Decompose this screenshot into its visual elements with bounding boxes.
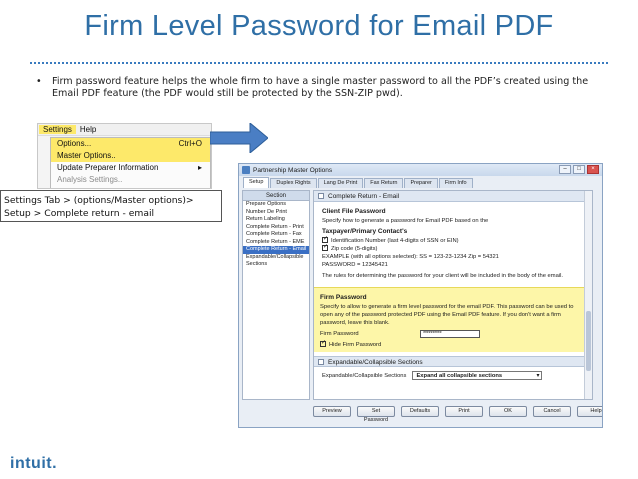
defaults-button[interactable]: Defaults: [401, 406, 439, 417]
rules-text: The rules for determining the password for your client will be included in the body of the email.: [322, 273, 564, 279]
expandable-section-header[interactable]: [314, 356, 592, 367]
menu-item-options[interactable]: [51, 138, 210, 150]
section-item[interactable]: Complete Return - Fax: [246, 231, 302, 237]
menu-item-update-preparer[interactable]: [51, 162, 210, 174]
menu-help[interactable]: Help: [79, 125, 97, 134]
menu-item-master-options[interactable]: [51, 150, 210, 162]
options-detail-pane: [313, 190, 593, 400]
dialog-buttons: [313, 406, 603, 423]
section-title: Complete Return - Email: [328, 193, 400, 200]
checkbox-checked-icon[interactable]: [322, 245, 328, 251]
menu-bar: [38, 124, 211, 136]
minimize-icon[interactable]: –: [559, 165, 571, 174]
section-list-header: Section: [243, 191, 309, 201]
section-item[interactable]: Complete Return - Print: [246, 223, 304, 230]
section-item[interactable]: Complete Return - EME: [246, 238, 305, 245]
expandable-label: Expandable/Collapsible Sections: [322, 372, 407, 379]
callout-line-2: Setup > Complete return - email: [4, 208, 155, 219]
firm-password-heading: Firm Password: [320, 294, 367, 301]
firm-password-label: Firm Password: [320, 331, 359, 337]
menu-item-label: Update Preparer Information: [57, 163, 159, 172]
window-titlebar: [239, 164, 602, 176]
cancel-button[interactable]: Cancel: [533, 406, 571, 417]
section-item[interactable]: Number De Print: [246, 208, 287, 215]
preview-button[interactable]: Preview: [313, 406, 351, 417]
menu-item-shortcut: Ctrl+O: [178, 139, 202, 148]
menu-item-label: Options...: [57, 139, 92, 148]
section-item[interactable]: Return Labeling: [246, 216, 285, 222]
tab-firm-info[interactable]: Firm Info: [439, 178, 473, 188]
bullet-text: Firm password feature helps the whole firm to have a single master password to all the PDF’s created using the Email PDF feature (the PDF would still be protected by the SSN-ZIP pwd).: [52, 76, 589, 99]
navigation-callout: [0, 190, 222, 222]
ok-button[interactable]: OK: [489, 406, 527, 417]
settings-dropdown: [50, 137, 211, 189]
tab-fax-return[interactable]: Fax Return: [364, 178, 403, 188]
bullet-icon: •: [36, 76, 42, 87]
master-options-window: [238, 163, 603, 428]
section-list: [242, 190, 310, 400]
expandable-row: [314, 367, 592, 384]
section-header[interactable]: [314, 191, 592, 202]
section-body: [314, 202, 592, 283]
tab-preparer[interactable]: Preparer: [404, 178, 437, 188]
client-file-password-heading: Client File Password: [322, 208, 386, 215]
firm-password-text: Specify to allow to generate a firm level password for the email PDF. This password can be used to open any of the password protected PDF using the Email PDF feature. If you don't want a firm password, leave this blank.: [320, 304, 574, 326]
tab-duplex-rights[interactable]: Duplex Rights: [270, 178, 316, 188]
hide-password-checkbox[interactable]: [320, 341, 586, 349]
section-title: Expandable/Collapsible Sections: [328, 359, 423, 366]
options-tabs: [239, 176, 602, 188]
tab-setup[interactable]: Setup: [243, 177, 269, 188]
firm-password-box: [314, 287, 592, 352]
client-file-password-text: Specify how to generate a password for Email PDF based on the: [322, 218, 489, 224]
section-item[interactable]: Sections: [246, 261, 268, 267]
scrollbar[interactable]: [584, 191, 592, 399]
bullet-point: [36, 76, 606, 100]
app-icon: [242, 166, 250, 174]
section-item-selected[interactable]: Complete Return - Email: [243, 246, 309, 254]
submenu-arrow-icon: ▸: [197, 163, 202, 172]
title-divider: [30, 62, 608, 64]
menu-item-label: Master Options..: [57, 151, 116, 160]
checkbox-label: Zip code (5-digits): [331, 246, 378, 252]
intuit-logo: intuit.: [10, 455, 58, 472]
checkbox-label: Identification Number (last 4-digits of SSN or EIN): [331, 238, 459, 244]
section-item[interactable]: Prepare Options: [246, 201, 287, 207]
settings-menu-screenshot: [37, 123, 212, 189]
id-number-checkbox[interactable]: [322, 237, 584, 245]
example-text: EXAMPLE (with all options selected): SS = 123-23-1234 Zip = 54321: [322, 254, 499, 260]
scrollbar-thumb[interactable]: [586, 311, 591, 371]
taxpayer-heading: Taxpayer/Primary Contact's: [322, 228, 408, 235]
menu-item-analysis-settings[interactable]: [51, 174, 210, 186]
collapse-toggle-icon[interactable]: [318, 359, 324, 365]
menu-item-label: Analysis Settings..: [57, 175, 123, 184]
window-title: Partnership Master Options: [253, 166, 333, 174]
slide-title: Firm Level Password for Email PDF: [84, 10, 554, 42]
help-button[interactable]: Help: [577, 406, 603, 417]
checkbox-label: Hide Firm Password: [329, 342, 382, 348]
expandable-select[interactable]: Expand all collapsible sections ▾: [412, 371, 542, 380]
example-password: PASSWORD = 12345421: [322, 262, 388, 268]
close-icon[interactable]: ×: [587, 165, 599, 174]
firm-password-row: [320, 330, 586, 338]
tab-lang-print[interactable]: Lang De Print: [318, 178, 364, 188]
print-button[interactable]: Print: [445, 406, 483, 417]
set-password-button[interactable]: Set Password: [357, 406, 395, 417]
checkbox-checked-icon[interactable]: [320, 341, 326, 347]
callout-line-1: Settings Tab > (options/Master options)>: [4, 195, 194, 206]
window-controls: [559, 165, 599, 174]
menu-settings[interactable]: Settings: [39, 125, 76, 134]
section-item[interactable]: Expandable/Collapsible: [246, 253, 304, 260]
collapse-toggle-icon[interactable]: [318, 193, 324, 199]
maximize-icon[interactable]: □: [573, 165, 585, 174]
zip-code-checkbox[interactable]: [322, 245, 584, 253]
right-arrow-icon: [210, 123, 268, 153]
firm-password-input[interactable]: **********: [420, 330, 480, 338]
